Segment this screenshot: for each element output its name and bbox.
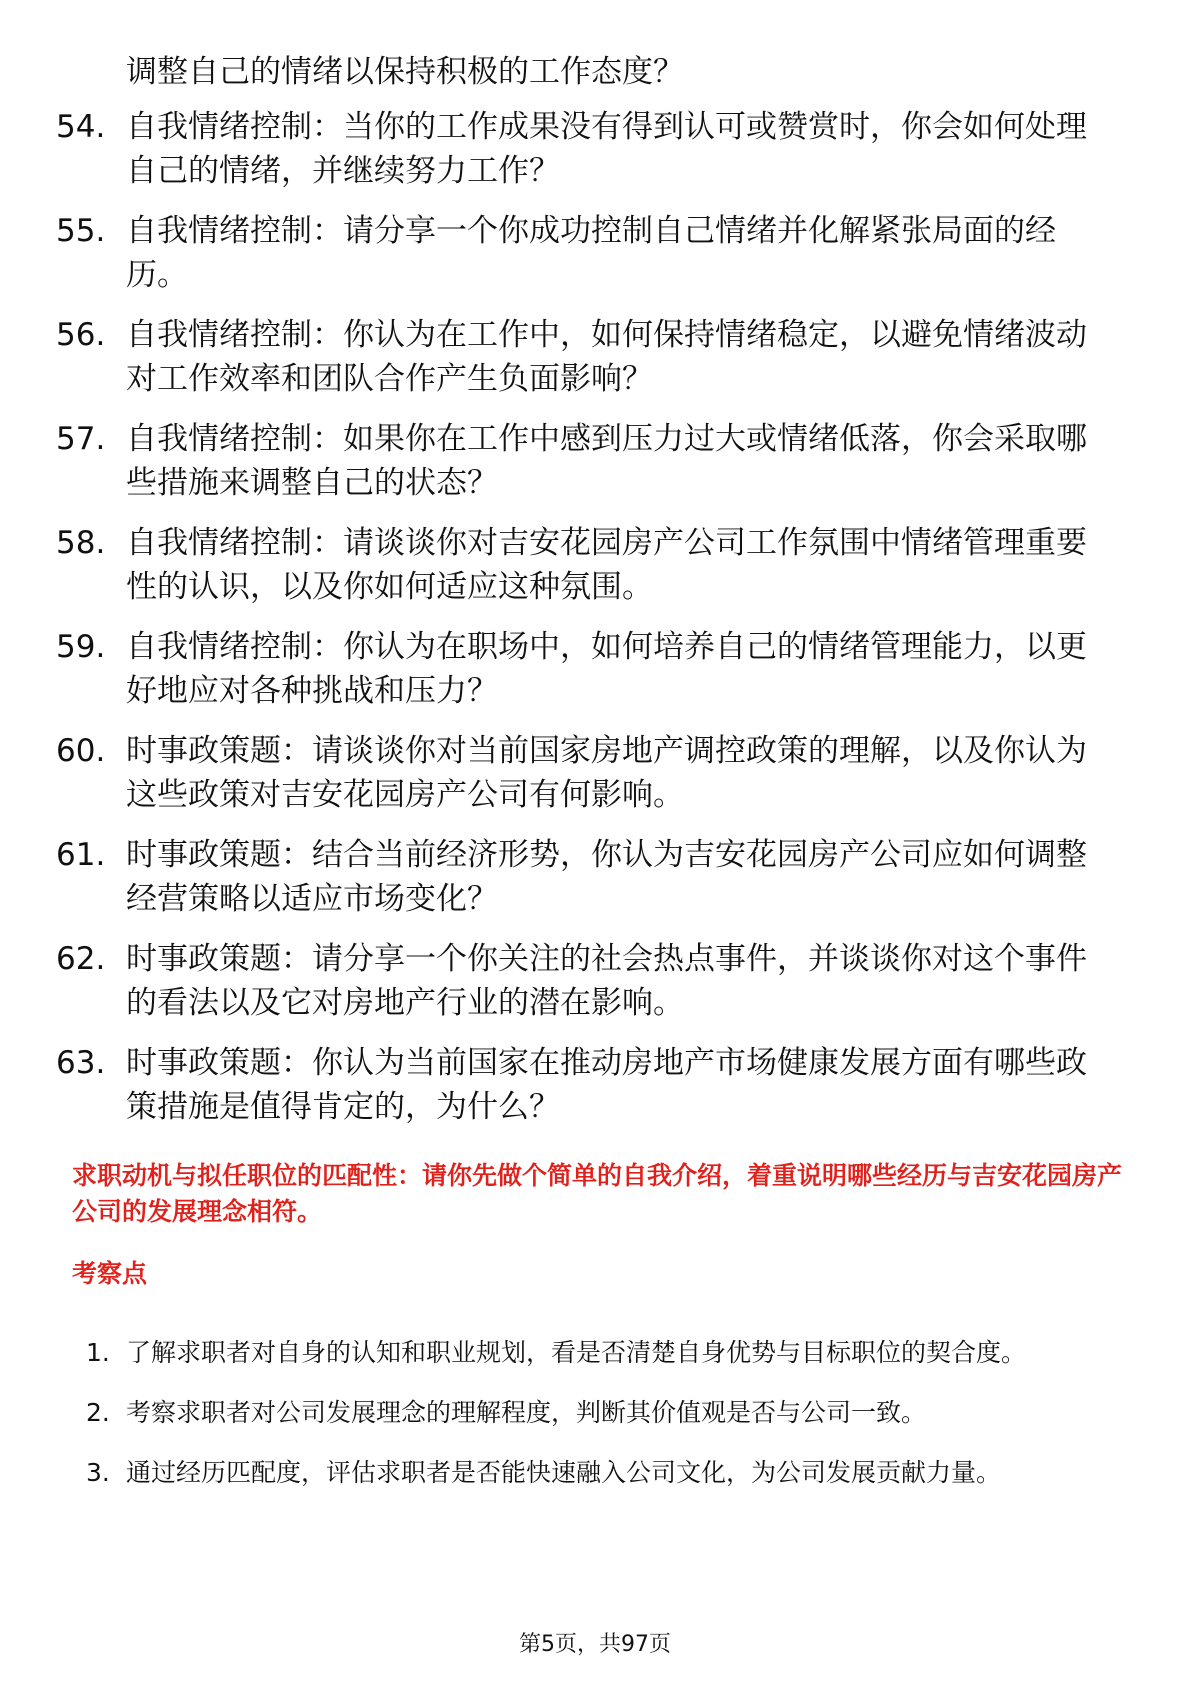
question-text: 时事政策题：结合当前经济形势，你认为吉安花园房产公司应如何调整经营策略以适应市场变化？ xyxy=(126,837,1087,917)
question-number: 61. xyxy=(56,837,106,873)
question-text: 自我情绪控制：你认为在工作中，如何保持情绪稳定，以避免情绪波动对工作效率和团队合作产生负面影响？ xyxy=(126,317,1087,397)
points-heading: 考察点 xyxy=(72,1259,148,1288)
question-number: 62. xyxy=(56,941,106,977)
question-item xyxy=(0,521,1190,625)
point-number: 3. xyxy=(86,1458,110,1487)
question-item xyxy=(0,729,1190,833)
point-number: 1. xyxy=(86,1338,110,1367)
point-number: 2. xyxy=(86,1398,110,1427)
question-item xyxy=(0,833,1190,937)
point-text: 通过经历匹配度，评估求职者是否能快速融入公司文化，为公司发展贡献力量。 xyxy=(126,1458,1002,1487)
question-text: 时事政策题：你认为当前国家在推动房地产市场健康发展方面有哪些政策措施是值得肯定的，为什么？ xyxy=(126,1045,1087,1125)
question-item xyxy=(0,1041,1190,1145)
question-continuation: 调整自己的情绪以保持积极的工作态度？ xyxy=(126,54,684,90)
question-text: 时事政策题：请谈谈你对当前国家房地产调控政策的理解，以及你认为这些政策对吉安花园房产公司有何影响。 xyxy=(126,733,1087,813)
question-item xyxy=(0,105,1190,209)
question-text: 自我情绪控制：请分享一个你成功控制自己情绪并化解紧张局面的经历。 xyxy=(126,213,1056,293)
question-text: 自我情绪控制：如果你在工作中感到压力过大或情绪低落，你会采取哪些措施来调整自己的状态？ xyxy=(126,421,1087,501)
assessment-point xyxy=(0,1443,1190,1503)
question-number: 58. xyxy=(56,525,106,561)
question-number: 59. xyxy=(56,629,106,665)
point-text: 了解求职者对自身的认知和职业规划，看是否清楚自身优势与目标职位的契合度。 xyxy=(126,1338,1027,1367)
question-number: 54. xyxy=(56,109,106,145)
question-number: 55. xyxy=(56,213,106,249)
question-number: 63. xyxy=(56,1045,106,1081)
assessment-point xyxy=(0,1323,1190,1383)
question-number: 57. xyxy=(56,421,106,457)
assessment-points-list xyxy=(0,1323,1190,1503)
page-footer: 第5页，共97页 xyxy=(519,1632,671,1657)
question-item xyxy=(0,313,1190,417)
question-number: 56. xyxy=(56,317,106,353)
question-item xyxy=(0,417,1190,521)
question-text: 时事政策题：请分享一个你关注的社会热点事件，并谈谈你对这个事件的看法以及它对房地产行业的潜在影响。 xyxy=(126,941,1087,1021)
question-item xyxy=(0,625,1190,729)
question-text: 自我情绪控制：当你的工作成果没有得到认可或赞赏时，你会如何处理自己的情绪，并继续努力工作？ xyxy=(126,109,1087,189)
question-number: 60. xyxy=(56,733,106,769)
question-list xyxy=(0,105,1190,1145)
assessment-point xyxy=(0,1383,1190,1443)
featured-question: 求职动机与拟任职位的匹配性：请你先做个简单的自我介绍，着重说明哪些经历与吉安花园房产公司的发展理念相符。 xyxy=(72,1161,1123,1226)
question-text: 自我情绪控制：你认为在职场中，如何培养自己的情绪管理能力，以更好地应对各种挑战和压力？ xyxy=(126,629,1087,709)
question-item xyxy=(0,209,1190,313)
question-text: 自我情绪控制：请谈谈你对吉安花园房产公司工作氛围中情绪管理重要性的认识，以及你如何适应这种氛围。 xyxy=(126,525,1087,605)
point-text: 考察求职者对公司发展理念的理解程度，判断其价值观是否与公司一致。 xyxy=(126,1398,927,1427)
question-item xyxy=(0,937,1190,1041)
